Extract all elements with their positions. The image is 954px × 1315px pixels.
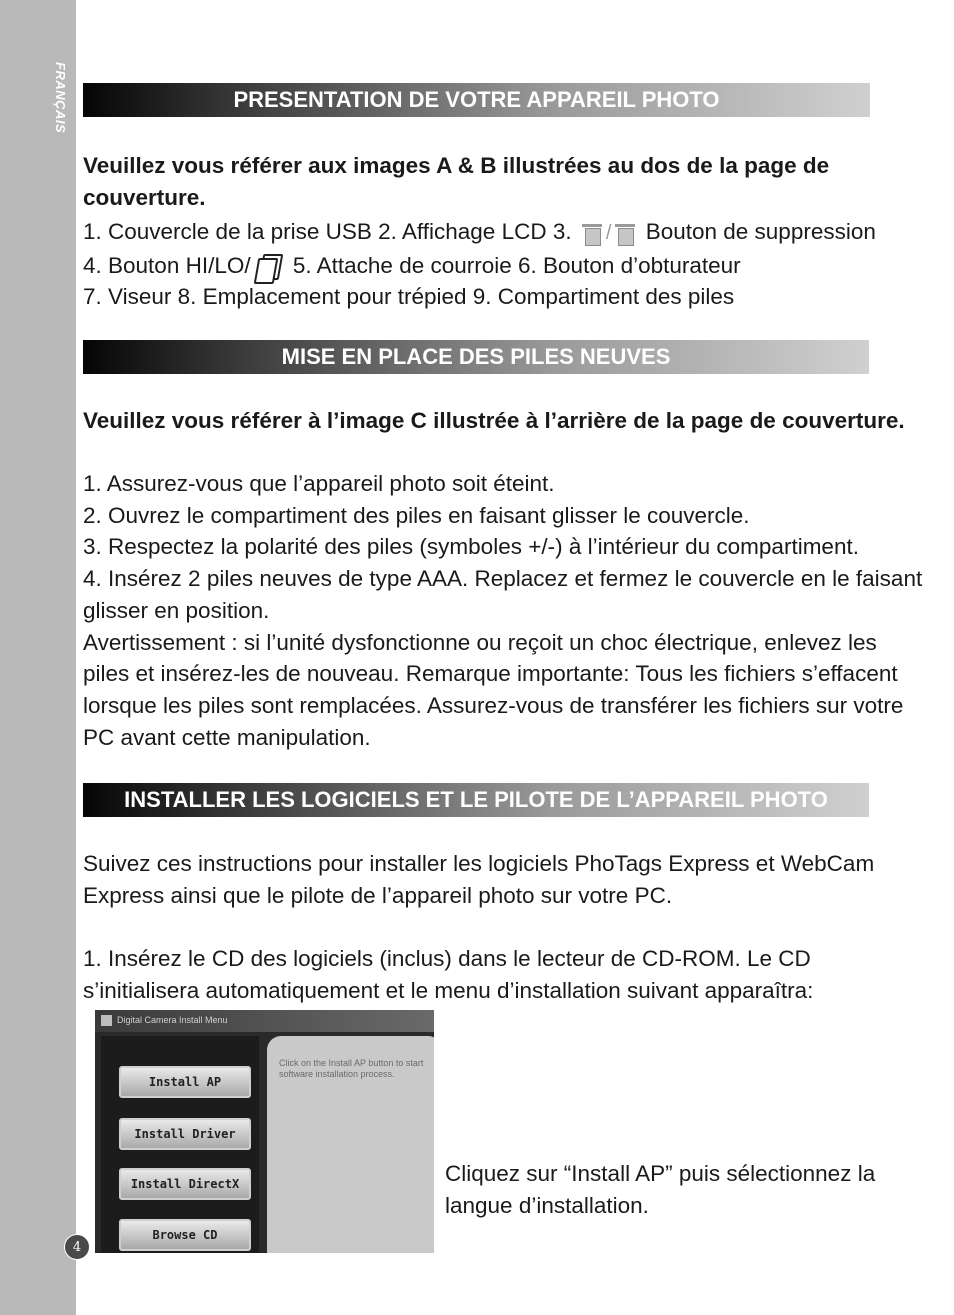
- text-line: Suivez ces instructions pour installer les logiciels PhoTags Express et WebCam: [83, 851, 875, 876]
- text-line: Avertissement : si l’unité dysfonctionne ou reçoit un choc électrique, enlevez les: [83, 629, 877, 655]
- text-line: Cliquez sur “Install AP” puis sélectionnez la: [445, 1161, 876, 1186]
- parts-line-2: [83, 250, 873, 282]
- text-line: 2. Ouvrez le compartiment des piles en faisant glisser le couvercle.: [83, 502, 750, 528]
- text-segment: 1. Couvercle de la prise USB 2. Affichage LCD 3.: [83, 219, 572, 244]
- text-line: Veuillez vous référer aux images A & B illustrées au dos de la page de: [83, 153, 830, 178]
- batteries-intro: [83, 405, 905, 437]
- installer-caption: [445, 1158, 875, 1221]
- install-intro: [83, 848, 873, 911]
- text-line: glisser en position.: [83, 597, 270, 623]
- text-line: couverture.: [83, 184, 206, 210]
- installer-titlebar: [95, 1010, 434, 1032]
- text-line: piles et insérez-les de nouveau. Remarque importante: Tous les fichiers s’effacent: [83, 661, 898, 687]
- text-line: PC avant cette manipulation.: [83, 724, 371, 750]
- delete-all-icon: [611, 222, 639, 244]
- section-heading-text: PRESENTATION DE VOTRE APPAREIL PHOTO: [233, 87, 720, 112]
- text-line: 4. Insérez 2 piles neuves de type AAA. Replacez et fermez le couvercle en le faisant: [83, 566, 923, 592]
- multiple-files-icon: [253, 253, 281, 281]
- browse-cd-button: Browse CD: [119, 1219, 251, 1251]
- batteries-instructions: [83, 468, 923, 753]
- section-heading-batteries: [83, 340, 869, 374]
- install-driver-button: Install Driver: [119, 1118, 251, 1150]
- text-segment: 4. Bouton HI/LO/: [83, 252, 251, 278]
- text-line: 1. Assurez-vous que l’appareil photo soit éteint.: [83, 471, 555, 496]
- installer-title: Digital Camera Install Menu: [117, 1015, 228, 1025]
- installer-info-panel: [267, 1036, 434, 1253]
- app-icon: [101, 1015, 112, 1026]
- presentation-parts-list: [83, 216, 876, 313]
- text-line: Veuillez vous référer à l’image C illustrée à l’arrière de la page de couverture.: [83, 408, 905, 433]
- text-line: lorsque les piles sont remplacées. Assurez-vous de transférer les fichiers sur votre: [83, 692, 904, 718]
- install-ap-button: Install AP: [119, 1066, 251, 1098]
- text-segment: 5. Attache de courroie 6. Bouton d’obturateur: [292, 252, 741, 278]
- installer-screenshot: [95, 1010, 434, 1253]
- text-line: s’initialisera automatiquement et le menu d’installation suivant apparaîtra:: [83, 977, 814, 1003]
- text-line: 1. Insérez le CD des logiciels (inclus) dans le lecteur de CD-ROM. Le CD: [83, 946, 811, 971]
- language-label: FRANÇAIS: [53, 62, 68, 134]
- parts-line-1: [83, 216, 876, 250]
- parts-line-3: 7. Viseur 8. Emplacement pour trépied 9. Compartiment des piles: [83, 284, 735, 310]
- presentation-intro: [83, 150, 873, 213]
- text-line: Express ainsi que le pilote de l’appareil photo sur votre PC.: [83, 882, 673, 908]
- section-heading-install: [83, 783, 869, 817]
- installer-info-text: Click on the Install AP button to start software installation process.: [279, 1058, 424, 1079]
- text-line: langue d’installation.: [445, 1192, 649, 1218]
- section-heading-presentation: [83, 83, 870, 117]
- side-strip: [0, 0, 76, 1315]
- install-step-1: [83, 943, 873, 1006]
- page-number: 4: [64, 1234, 90, 1260]
- delete-icon: [578, 222, 606, 244]
- text-line: 3. Respectez la polarité des piles (symboles +/-) à l’intérieur du compartiment.: [83, 534, 859, 560]
- slash-separator-icon: /: [605, 222, 612, 244]
- section-heading-text: INSTALLER LES LOGICIELS ET LE PILOTE DE L’APPAREIL PHOTO: [124, 787, 828, 812]
- text-segment: Bouton de suppression: [645, 219, 876, 244]
- install-directx-button: Install DirectX: [119, 1168, 251, 1200]
- section-heading-text: MISE EN PLACE DES PILES NEUVES: [281, 344, 671, 369]
